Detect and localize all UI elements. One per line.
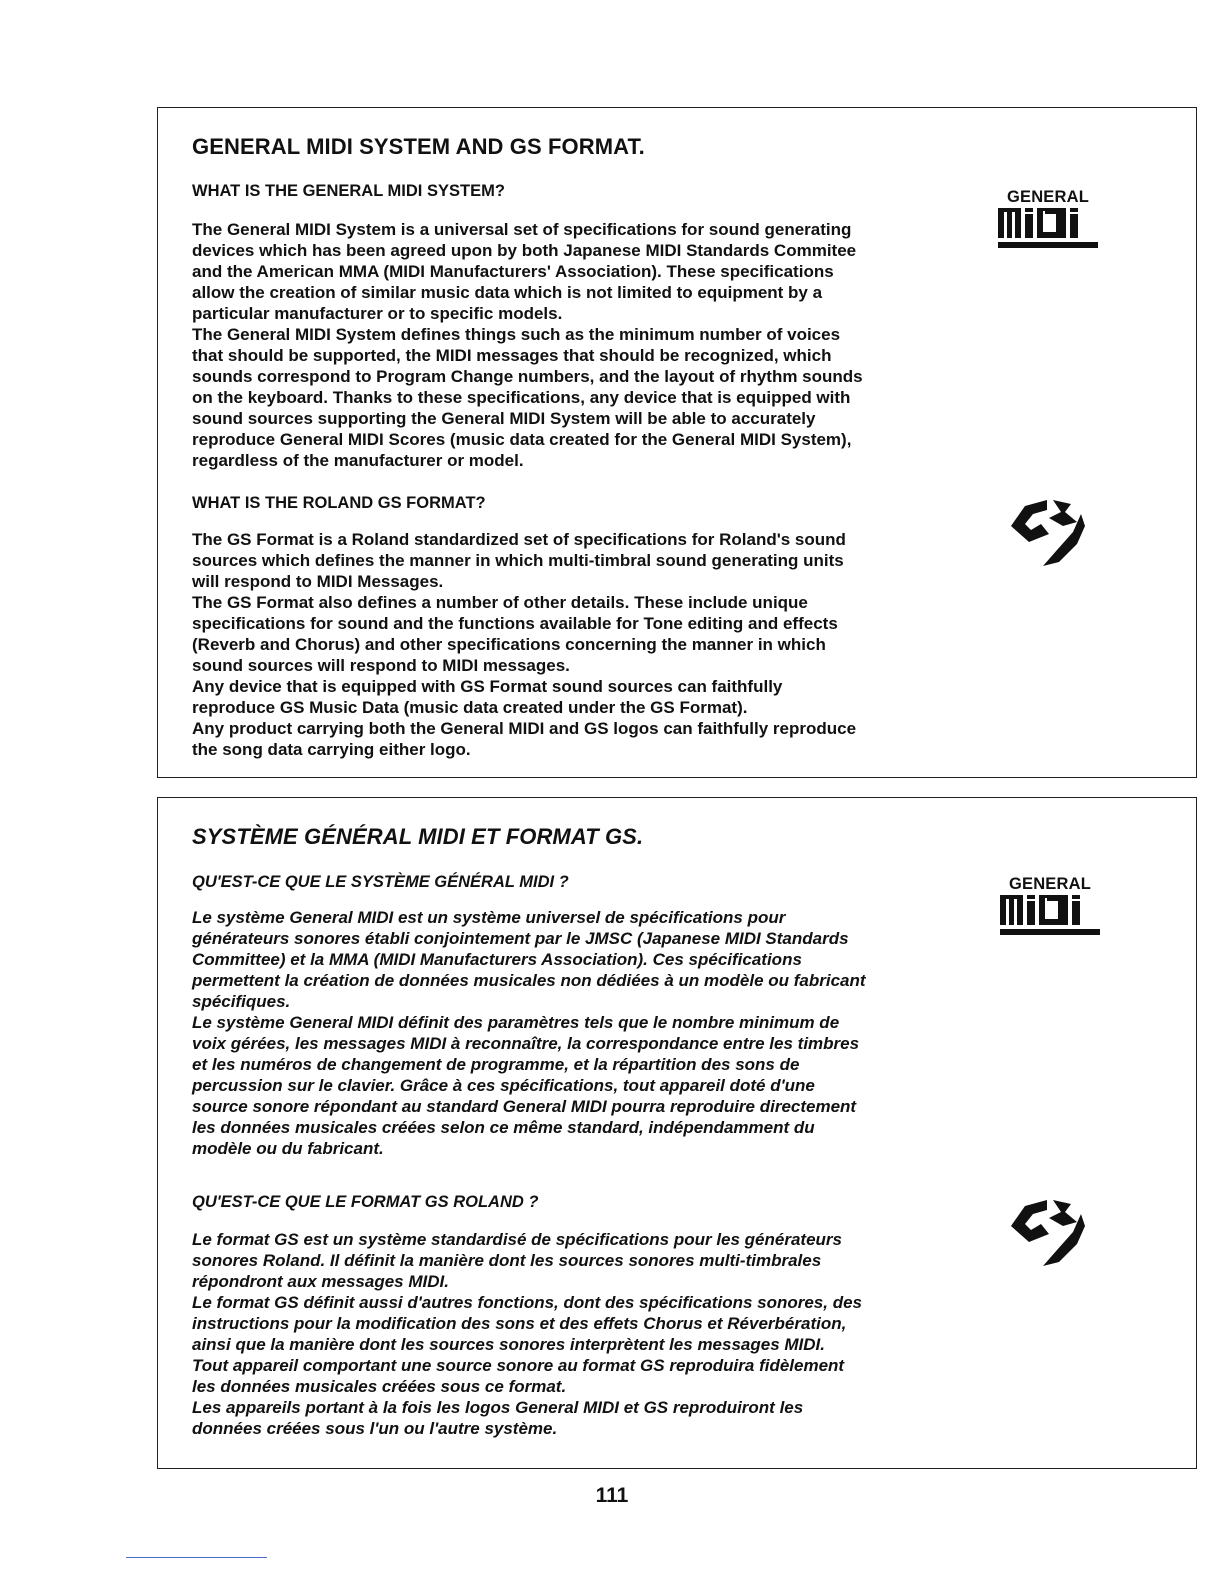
general-midi-logo [1000, 875, 1100, 945]
page-number: 111 [595, 1484, 629, 1507]
english-section [157, 107, 1197, 778]
section-title: SYSTÈME GÉNÉRAL MIDI ET FORMAT GS. [192, 824, 644, 849]
gs-heading: WHAT IS THE ROLAND GS FORMAT? [192, 494, 486, 512]
gm-paragraph: The General MIDI System is a universal set of specifications for sound generating devices which has been agreed upon by both Japanese MIDI Standards Commitee and the American MMA (MIDI Manufacturers' Association). These specifications allow the creation of similar music data which is not limited to equipment by a particular manufacturer or to specific models. The General MIDI System defines things such as the minimum number of voices that should be supported, the MIDI messages that should be recognized, which sounds correspond to Program Change numbers, and the layout of rhythm sounds on the keyboard. Thanks to these specifications, any device that is equipped with sound sources supporting the General MIDI System will be able to accurately reproduce General MIDI Scores (music data created for the General MIDI System), regardless of the manufacturer or model. [192, 220, 863, 470]
gs-paragraph: The GS Format is a Roland standardized set of specifications for Roland's sound sources which defines the manner in which multi-timbral sound generating units will respond to MIDI Messages. The GS Format also defines a number of other details. These include unique specifications for sound and the functions available for Tone editing and effects (Reverb and Chorus) and other specifications concerning the manner in which sound sources will respond to MIDI messages. Any device that is equipped with GS Format sound sources can faithfully reproduce GS Music Data (music data created under the GS Format). Any product carrying both the General MIDI and GS logos can faithfully reproduce the song data carrying either logo. [192, 530, 857, 759]
general-midi-logo-text: GENERAL [1006, 188, 1090, 206]
section-title: GENERAL MIDI SYSTEM AND GS FORMAT. [192, 134, 645, 159]
gs-logo-mark [1003, 1192, 1089, 1272]
general-midi-logo [998, 188, 1098, 258]
gm-paragraph: Le système General MIDI est un système universel de spécifications pour générateurs sonores établi conjointement par le JMSC (Japanese MIDI Standards Committee) et la MMA (MIDI Manufacturers Association). Ces spécifications permettent la création de données musicales non dédiées à un modèle ou fabricant spécifiques. Le système General MIDI définit des paramètres tels que le nombre minimum de voix gérées, les messages MIDI à reconnaître, la correspondance entre les timbres et les numéros de changement de programme, et la répartition des sons de percussion sur le clavier. Grâce à ces spécifications, tout appareil doté d'une source sonore répondant au standard General MIDI pourra reproduire directement les données musicales créées selon ce même standard, indépendamment du modèle ou du fabricant. [192, 908, 866, 1158]
gs-logo [1003, 1192, 1089, 1272]
gs-logo [1003, 492, 1089, 572]
gm-heading: WHAT IS THE GENERAL MIDI SYSTEM? [192, 182, 505, 200]
gm-heading: QU'EST-CE QUE LE SYSTÈME GÉNÉRAL MIDI ? [192, 873, 569, 891]
french-section [157, 797, 1197, 1469]
midi-logo-mark [998, 208, 1098, 254]
gs-logo-mark [1003, 492, 1089, 572]
gs-paragraph: Le format GS est un système standardisé de spécifications pour les générateurs sonores Roland. Il définit la manière dont les sources sonores multi-timbrales répondront aux messages MIDI. Le format GS définit aussi d'autres fonctions, dont des spécifications sonores, des instructions pour la modification des sons et des effets Chorus et Réverbération, ainsi que la manière dont les sources sonores interprètent les messages MIDI. Tout appareil comportant une source sonore au format GS reproduira fidèlement les données musicales créées sous ce format. Les appareils portant à la fois les logos General MIDI et GS reproduiront les données créées sous l'un ou l'autre système. [192, 1230, 863, 1438]
gs-heading: QU'EST-CE QUE LE FORMAT GS ROLAND ? [192, 1193, 539, 1211]
general-midi-logo-text: GENERAL [1008, 875, 1092, 893]
footer-rule [126, 1557, 267, 1558]
midi-logo-mark [1000, 895, 1100, 941]
